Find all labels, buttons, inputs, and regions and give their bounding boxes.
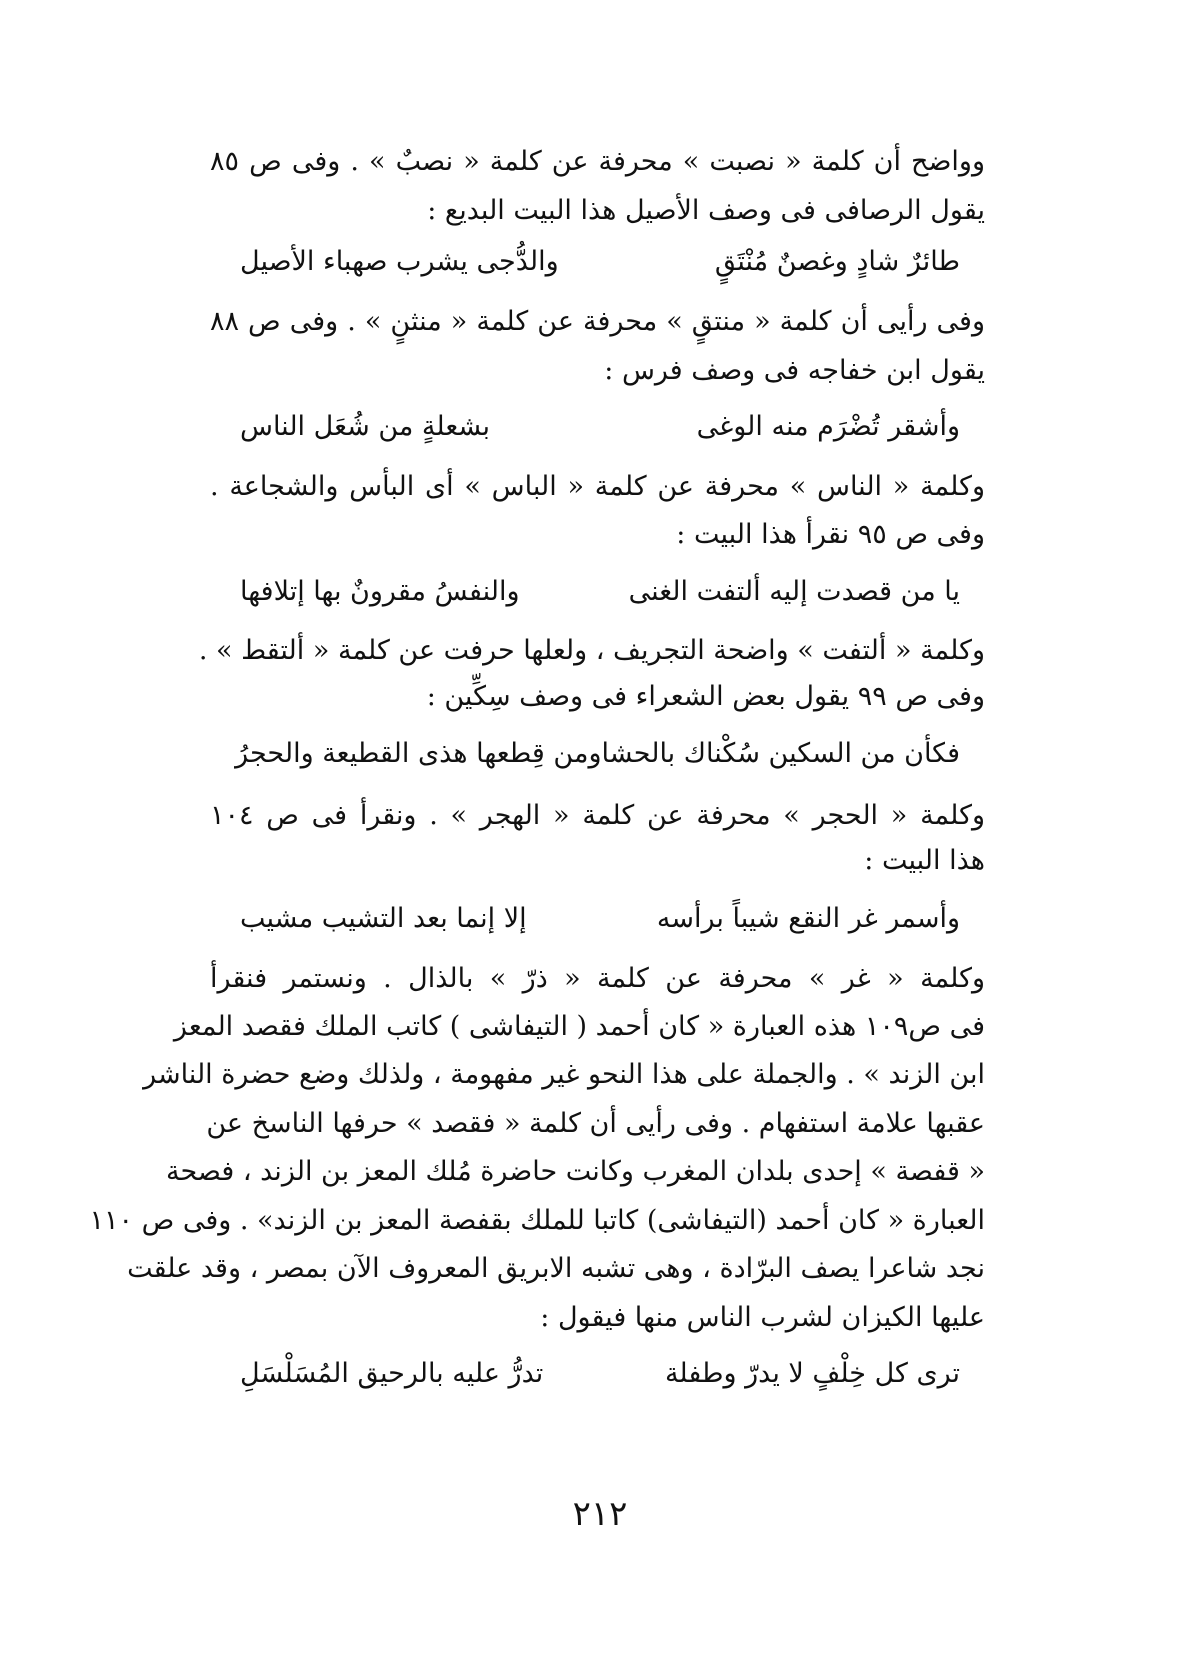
- verse-line: [240, 1355, 960, 1393]
- page-number: ٢١٢: [572, 1494, 628, 1534]
- text-line: ابن الزند » . والجملة على هذا النحو غير مفهومة ، ولذلك وضع حضرة الناشر: [143, 1059, 985, 1090]
- text-line: هذا البيت :: [864, 845, 985, 876]
- text-line: وكلمة « الناس » محرفة عن كلمة « الباس » أى البأس والشجاعة .: [210, 471, 985, 502]
- text-line: عقبها علامة استفهام . وفى رأيى أن كلمة « فقصد » حرفها الناسخ عن: [206, 1108, 985, 1139]
- verse-line: [240, 408, 960, 446]
- verse-second-hemistich: والدُّجى يشرب صهباء الأصيل: [240, 246, 559, 277]
- verse-first-hemistich: وأشقر تُضْرَم منه الوغى: [696, 411, 960, 442]
- text-line: يقول الرصافى فى وصف الأصيل هذا البيت البديع :: [427, 195, 985, 226]
- text-line: وكلمة « غر » محرفة عن كلمة « ذرّ » بالذال . ونستمر فنقرأ: [210, 963, 985, 994]
- text-line: وفى ص ٩٥ نقرأ هذا البيت :: [676, 519, 985, 550]
- text-line: وكلمة « ألتفت » واضحة التجريف ، ولعلها حرفت عن كلمة « ألتقط » .: [198, 635, 985, 666]
- text-line: وفى ص ٩٩ يقول بعض الشعراء فى وصف سِكِّين :: [426, 681, 985, 712]
- text-line: عليها الكيزان لشرب الناس منها فيقول :: [540, 1302, 985, 1333]
- text-line: العبارة « كان أحمد (التيفاشى) كاتبا للملك بقفصة المعز بن الزند» . وفى ص ١١٠: [89, 1205, 985, 1236]
- text-line: نجد شاعرا يصف البرّادة ، وهى تشبه الابريق المعروف الآن بمصر ، وقد علقت: [127, 1253, 985, 1284]
- text-line: وكلمة « الحجر » محرفة عن كلمة « الهجر » . ونقرأ فى ص ١٠٤: [210, 800, 985, 831]
- verse-second-hemistich: والنفسُ مقرونٌ بها إتلافها: [240, 576, 520, 607]
- verse-line: [240, 900, 960, 938]
- text-line: يقول ابن خفاجه فى وصف فرس :: [604, 355, 985, 386]
- verse-second-hemistich: ومن قِطعها هذى القطيعة والحجرُ: [235, 738, 602, 769]
- text-line: فى ص١٠٩ هذه العبارة « كان أحمد ( التيفاشى ) كاتب الملك فقصد المعز: [173, 1011, 985, 1042]
- verse-second-hemistich: بشعلةٍ من شُعَل الناس: [240, 411, 490, 442]
- verse-line: [235, 735, 960, 773]
- verse-line: [240, 243, 960, 281]
- verse-second-hemistich: تدرُّ عليه بالرحيق المُسَلْسَلِ: [240, 1358, 544, 1389]
- verse-first-hemistich: وأسمر غر النقع شيباً برأسه: [656, 903, 960, 934]
- verse-first-hemistich: يا من قصدت إليه ألتفت الغنى: [628, 576, 960, 607]
- verse-first-hemistich: فكأن من السكين سُكْناك بالحشا: [601, 738, 960, 769]
- verse-first-hemistich: طائرٌ شادٍ وغصنٌ مُنْتَقٍ: [714, 246, 960, 277]
- text-line: « قفصة » إحدى بلدان المغرب وكانت حاضرة مُلك المعز بن الزند ، فصحة: [166, 1156, 985, 1187]
- text-line: وواضح أن كلمة « نصبت » محرفة عن كلمة « نصبٌ » . وفى ص ٨٥: [210, 146, 985, 177]
- verse-first-hemistich: ترى كل خِلْفٍ لا يدرّ وطفلة: [664, 1358, 960, 1389]
- text-line: وفى رأيى أن كلمة « منتقٍ » محرفة عن كلمة « منثنٍ » . وفى ص ٨٨: [210, 306, 985, 337]
- verse-line: [240, 573, 960, 611]
- verse-second-hemistich: إلا إنما بعد التشيب مشيب: [240, 903, 527, 934]
